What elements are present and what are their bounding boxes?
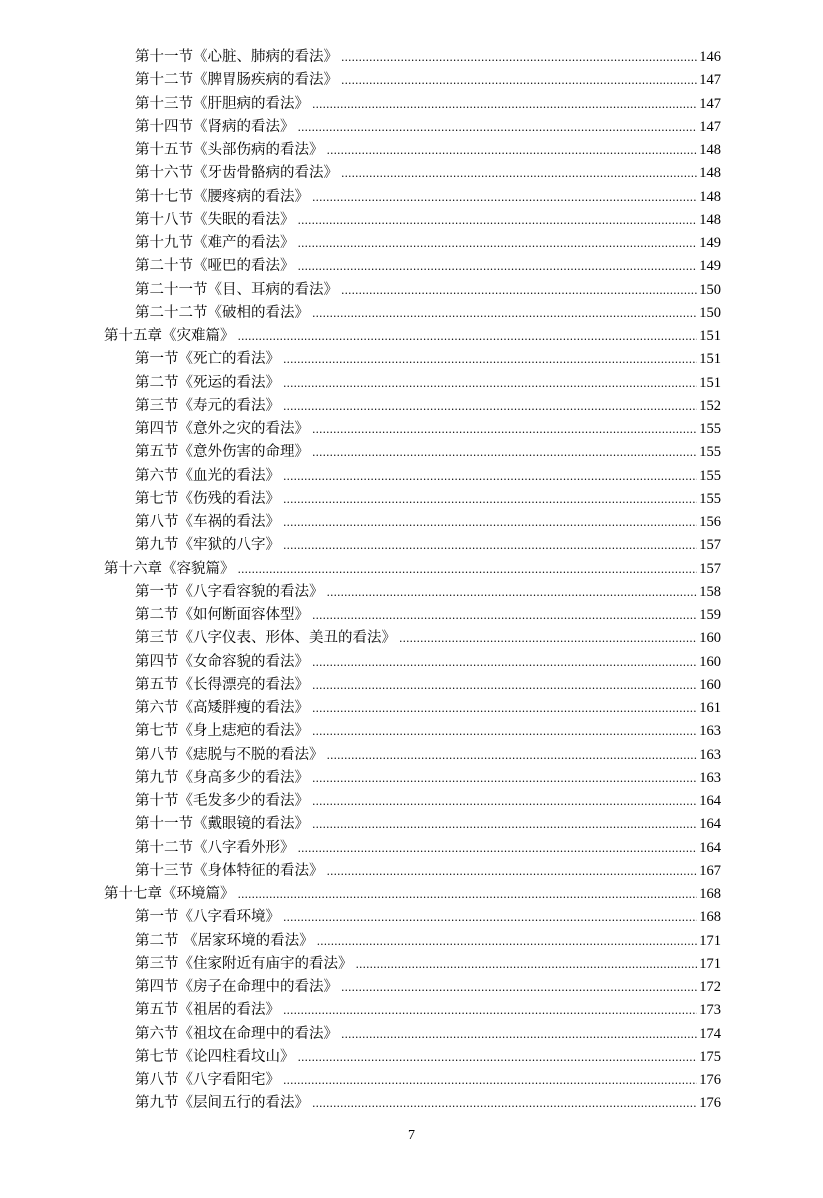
toc-leader-dots bbox=[298, 255, 698, 278]
toc-entry-title: 第十二节《脾胃肠疾病的看法》 bbox=[135, 72, 338, 89]
toc-leader-dots bbox=[327, 581, 698, 604]
toc-leader-dots bbox=[312, 720, 697, 743]
toc-section-entry[interactable] bbox=[135, 651, 721, 674]
toc-section-entry[interactable] bbox=[135, 162, 721, 185]
toc-section-entry[interactable] bbox=[135, 604, 721, 627]
toc-entry-page: 148 bbox=[699, 142, 721, 158]
toc-entry-title: 第十九节《难产的看法》 bbox=[135, 235, 295, 251]
toc-leader-dots bbox=[298, 209, 698, 232]
toc-entry-title: 第四节《意外之灾的看法》 bbox=[135, 421, 309, 437]
toc-entry-title: 第九节《身高多少的看法》 bbox=[135, 769, 309, 786]
toc-leader-dots bbox=[341, 279, 697, 302]
toc-entry-page: 171 bbox=[699, 932, 721, 949]
toc-leader-dots bbox=[341, 69, 697, 92]
toc-entry-title: 第四节《房子在命理中的看法》 bbox=[135, 979, 338, 995]
toc-section-entry[interactable] bbox=[135, 116, 721, 139]
toc-leader-dots bbox=[312, 302, 697, 325]
toc-entry-page: 152 bbox=[699, 397, 721, 414]
toc-section-entry[interactable] bbox=[135, 1092, 721, 1115]
toc-entry-page: 167 bbox=[699, 862, 721, 879]
toc-entry-page: 151 bbox=[699, 328, 721, 344]
toc-leader-dots bbox=[298, 116, 698, 139]
toc-section-entry[interactable] bbox=[135, 674, 721, 697]
toc-entry-title: 第二十二节《破相的看法》 bbox=[135, 304, 309, 321]
toc-leader-dots bbox=[312, 767, 697, 790]
toc-entry-page: 168 bbox=[699, 909, 721, 926]
toc-leader-dots bbox=[341, 46, 697, 69]
table-of-contents bbox=[0, 46, 823, 1116]
toc-section-entry[interactable] bbox=[135, 69, 721, 92]
toc-entry-page: 150 bbox=[699, 304, 721, 321]
toc-entry-page: 158 bbox=[699, 583, 721, 600]
toc-leader-dots bbox=[327, 860, 698, 883]
toc-entry-page: 155 bbox=[699, 490, 721, 507]
toc-section-entry[interactable] bbox=[135, 232, 721, 255]
toc-section-entry[interactable] bbox=[135, 139, 721, 162]
toc-entry-page: 163 bbox=[699, 769, 721, 786]
toc-entry-title: 第一节《八字看容貌的看法》 bbox=[135, 583, 324, 600]
toc-leader-dots bbox=[283, 906, 697, 929]
toc-leader-dots bbox=[327, 744, 698, 767]
toc-entry-page: 176 bbox=[699, 1072, 721, 1088]
toc-leader-dots bbox=[312, 651, 697, 674]
toc-entry-title: 第三节《八字仪表、形体、美丑的看法》 bbox=[135, 630, 396, 647]
toc-leader-dots bbox=[238, 558, 698, 581]
toc-section-entry[interactable] bbox=[135, 372, 721, 395]
toc-section-entry[interactable] bbox=[135, 1046, 721, 1069]
toc-entry-page: 174 bbox=[699, 1025, 721, 1042]
toc-section-entry[interactable] bbox=[135, 906, 721, 929]
toc-leader-dots bbox=[312, 1092, 697, 1115]
toc-entry-title: 第十六节《牙齿骨骼病的看法》 bbox=[135, 165, 338, 182]
toc-section-entry[interactable] bbox=[135, 790, 721, 813]
toc-leader-dots bbox=[283, 488, 697, 511]
toc-leader-dots bbox=[341, 162, 697, 185]
toc-entry-page: 175 bbox=[699, 1048, 721, 1065]
toc-entry-title: 第五节《祖居的看法》 bbox=[135, 1002, 280, 1019]
toc-section-entry[interactable] bbox=[135, 186, 721, 209]
toc-entry-title: 第二节《死运的看法》 bbox=[135, 374, 280, 391]
toc-entry-page: 160 bbox=[699, 630, 721, 647]
toc-section-entry[interactable] bbox=[135, 395, 721, 418]
toc-entry-page: 164 bbox=[699, 839, 721, 856]
toc-entry-title: 第八节《车祸的看法》 bbox=[135, 514, 280, 530]
toc-entry-page: 148 bbox=[699, 211, 721, 228]
toc-leader-dots bbox=[312, 813, 697, 836]
toc-section-entry[interactable] bbox=[135, 813, 721, 836]
toc-entry-title: 第九节《牢狱的八字》 bbox=[135, 537, 280, 554]
toc-leader-dots bbox=[312, 790, 697, 813]
toc-section-entry[interactable] bbox=[135, 930, 721, 953]
toc-leader-dots bbox=[298, 232, 698, 255]
toc-section-entry[interactable] bbox=[135, 976, 721, 999]
toc-entry-title: 第二节《如何断面容体型》 bbox=[135, 607, 309, 623]
toc-entry-title: 第十三节《肝胆病的看法》 bbox=[135, 95, 309, 112]
toc-entry-title: 第一节《八字看环境》 bbox=[135, 909, 280, 926]
toc-entry-page: 149 bbox=[699, 235, 721, 251]
toc-leader-dots bbox=[283, 534, 697, 557]
toc-section-entry[interactable] bbox=[135, 93, 721, 116]
toc-entry-title: 第七节《身上痣疤的看法》 bbox=[135, 723, 309, 740]
toc-entry-title: 第三节《寿元的看法》 bbox=[135, 397, 280, 414]
toc-leader-dots bbox=[341, 1023, 697, 1046]
toc-section-entry[interactable] bbox=[135, 1069, 721, 1092]
toc-section-entry[interactable] bbox=[135, 627, 721, 650]
toc-entry-title: 第五节《意外伤害的命理》 bbox=[135, 444, 309, 461]
toc-leader-dots bbox=[283, 1069, 697, 1092]
toc-entry-title: 第八节《痣脱与不脱的看法》 bbox=[135, 746, 324, 763]
page-number: 7 bbox=[408, 1128, 415, 1143]
toc-entry-title: 第十一节《戴眼镜的看法》 bbox=[135, 816, 309, 833]
toc-leader-dots bbox=[283, 348, 697, 371]
toc-section-entry[interactable] bbox=[135, 348, 721, 371]
toc-section-entry[interactable] bbox=[135, 953, 721, 976]
toc-leader-dots bbox=[312, 418, 697, 441]
toc-entry-title: 第十六章《容貌篇》 bbox=[104, 560, 235, 577]
toc-section-entry[interactable] bbox=[135, 581, 721, 604]
toc-section-entry[interactable] bbox=[135, 1023, 721, 1046]
toc-section-entry[interactable] bbox=[135, 534, 721, 557]
toc-chapter-entry[interactable] bbox=[104, 883, 721, 906]
toc-section-entry[interactable] bbox=[135, 279, 721, 302]
toc-leader-dots bbox=[238, 883, 698, 906]
toc-entry-title: 第九节《层间五行的看法》 bbox=[135, 1095, 309, 1112]
toc-section-entry[interactable] bbox=[135, 697, 721, 720]
toc-entry-title: 第六节《祖坟在命理中的看法》 bbox=[135, 1025, 338, 1042]
toc-entry-page: 157 bbox=[699, 537, 721, 554]
toc-entry-title: 第十节《毛发多少的看法》 bbox=[135, 793, 309, 809]
toc-entry-title: 第二十一节《目、耳病的看法》 bbox=[135, 281, 338, 298]
toc-entry-page: 151 bbox=[699, 374, 721, 391]
toc-leader-dots bbox=[312, 93, 697, 116]
toc-entry-page: 147 bbox=[699, 95, 721, 112]
toc-leader-dots bbox=[283, 465, 697, 488]
toc-entry-page: 161 bbox=[699, 700, 721, 716]
toc-section-entry[interactable] bbox=[135, 511, 721, 534]
toc-entry-title: 第十七章《环境篇》 bbox=[104, 886, 235, 902]
toc-entry-title: 第七节《伤残的看法》 bbox=[135, 490, 280, 507]
toc-leader-dots bbox=[356, 953, 698, 976]
toc-section-entry[interactable] bbox=[135, 837, 721, 860]
toc-entry-title: 第十八节《失眠的看法》 bbox=[135, 211, 295, 228]
toc-entry-page: 151 bbox=[699, 351, 721, 368]
toc-entry-title: 第十四节《肾病的看法》 bbox=[135, 118, 295, 135]
toc-leader-dots bbox=[298, 837, 698, 860]
toc-section-entry[interactable] bbox=[135, 418, 721, 441]
toc-leader-dots bbox=[312, 186, 697, 209]
toc-entry-page: 148 bbox=[699, 188, 721, 205]
toc-section-entry[interactable] bbox=[135, 465, 721, 488]
toc-entry-page: 164 bbox=[699, 793, 721, 809]
toc-entry-title: 第七节《论四柱看坟山》 bbox=[135, 1048, 295, 1065]
toc-entry-page: 163 bbox=[699, 723, 721, 740]
toc-chapter-entry[interactable] bbox=[104, 325, 721, 348]
toc-leader-dots bbox=[327, 139, 698, 162]
toc-entry-title: 第二节 《居家环境的看法》 bbox=[135, 932, 314, 949]
toc-section-entry[interactable] bbox=[135, 46, 721, 69]
toc-entry-title: 第十五节《头部伤病的看法》 bbox=[135, 142, 324, 158]
toc-chapter-entry[interactable] bbox=[104, 558, 721, 581]
toc-entry-page: 148 bbox=[699, 165, 721, 182]
toc-entry-page: 171 bbox=[699, 955, 721, 972]
toc-section-entry[interactable] bbox=[135, 255, 721, 278]
toc-entry-title: 第四节《女命容貌的看法》 bbox=[135, 653, 309, 670]
toc-entry-page: 155 bbox=[699, 467, 721, 484]
toc-entry-title: 第二十节《哑巴的看法》 bbox=[135, 258, 295, 275]
toc-entry-page: 173 bbox=[699, 1002, 721, 1019]
toc-entry-page: 147 bbox=[699, 72, 721, 89]
toc-leader-dots bbox=[317, 930, 698, 953]
toc-leader-dots bbox=[298, 1046, 698, 1069]
toc-entry-page: 160 bbox=[699, 676, 721, 693]
toc-section-entry[interactable] bbox=[135, 209, 721, 232]
toc-entry-page: 149 bbox=[699, 258, 721, 275]
toc-leader-dots bbox=[312, 697, 697, 720]
toc-entry-page: 164 bbox=[699, 816, 721, 833]
toc-leader-dots bbox=[399, 627, 697, 650]
toc-entry-page: 155 bbox=[699, 444, 721, 461]
toc-entry-title: 第五节《长得漂亮的看法》 bbox=[135, 676, 309, 693]
toc-entry-title: 第十二节《八字看外形》 bbox=[135, 839, 295, 856]
toc-entry-page: 172 bbox=[699, 979, 721, 995]
toc-entry-title: 第十七节《腰疼病的看法》 bbox=[135, 188, 309, 205]
toc-entry-page: 150 bbox=[699, 281, 721, 298]
toc-entry-page: 176 bbox=[699, 1095, 721, 1112]
toc-entry-title: 第十三节《身体特征的看法》 bbox=[135, 862, 324, 879]
toc-entry-page: 168 bbox=[699, 886, 721, 902]
toc-entry-page: 157 bbox=[699, 560, 721, 577]
toc-leader-dots bbox=[283, 372, 697, 395]
toc-entry-title: 第一节《死亡的看法》 bbox=[135, 351, 280, 368]
toc-leader-dots bbox=[283, 511, 697, 534]
toc-leader-dots bbox=[283, 395, 697, 418]
toc-section-entry[interactable] bbox=[135, 302, 721, 325]
toc-section-entry[interactable] bbox=[135, 744, 721, 767]
toc-entry-page: 147 bbox=[699, 118, 721, 135]
toc-entry-title: 第六节《高矮胖瘦的看法》 bbox=[135, 700, 309, 716]
toc-entry-page: 146 bbox=[699, 49, 721, 65]
toc-leader-dots bbox=[238, 325, 698, 348]
toc-entry-title: 第十一节《心脏、肺病的看法》 bbox=[135, 49, 338, 65]
toc-entry-page: 159 bbox=[699, 607, 721, 623]
toc-entry-page: 163 bbox=[699, 746, 721, 763]
toc-entry-page: 156 bbox=[699, 514, 721, 530]
toc-leader-dots bbox=[312, 604, 697, 627]
toc-section-entry[interactable] bbox=[135, 488, 721, 511]
toc-entry-title: 第八节《八字看阳宅》 bbox=[135, 1072, 280, 1088]
toc-leader-dots bbox=[312, 674, 697, 697]
toc-section-entry[interactable] bbox=[135, 999, 721, 1022]
toc-entry-title: 第三节《住家附近有庙宇的看法》 bbox=[135, 955, 353, 972]
toc-section-entry[interactable] bbox=[135, 860, 721, 883]
toc-leader-dots bbox=[341, 976, 697, 999]
toc-leader-dots bbox=[283, 999, 697, 1022]
toc-section-entry[interactable] bbox=[135, 441, 721, 464]
toc-entry-title: 第十五章《灾难篇》 bbox=[104, 328, 235, 344]
toc-entry-page: 155 bbox=[699, 421, 721, 437]
toc-entry-page: 160 bbox=[699, 653, 721, 670]
toc-section-entry[interactable] bbox=[135, 767, 721, 790]
toc-entry-title: 第六节《血光的看法》 bbox=[135, 467, 280, 484]
toc-section-entry[interactable] bbox=[135, 720, 721, 743]
toc-leader-dots bbox=[312, 441, 697, 464]
